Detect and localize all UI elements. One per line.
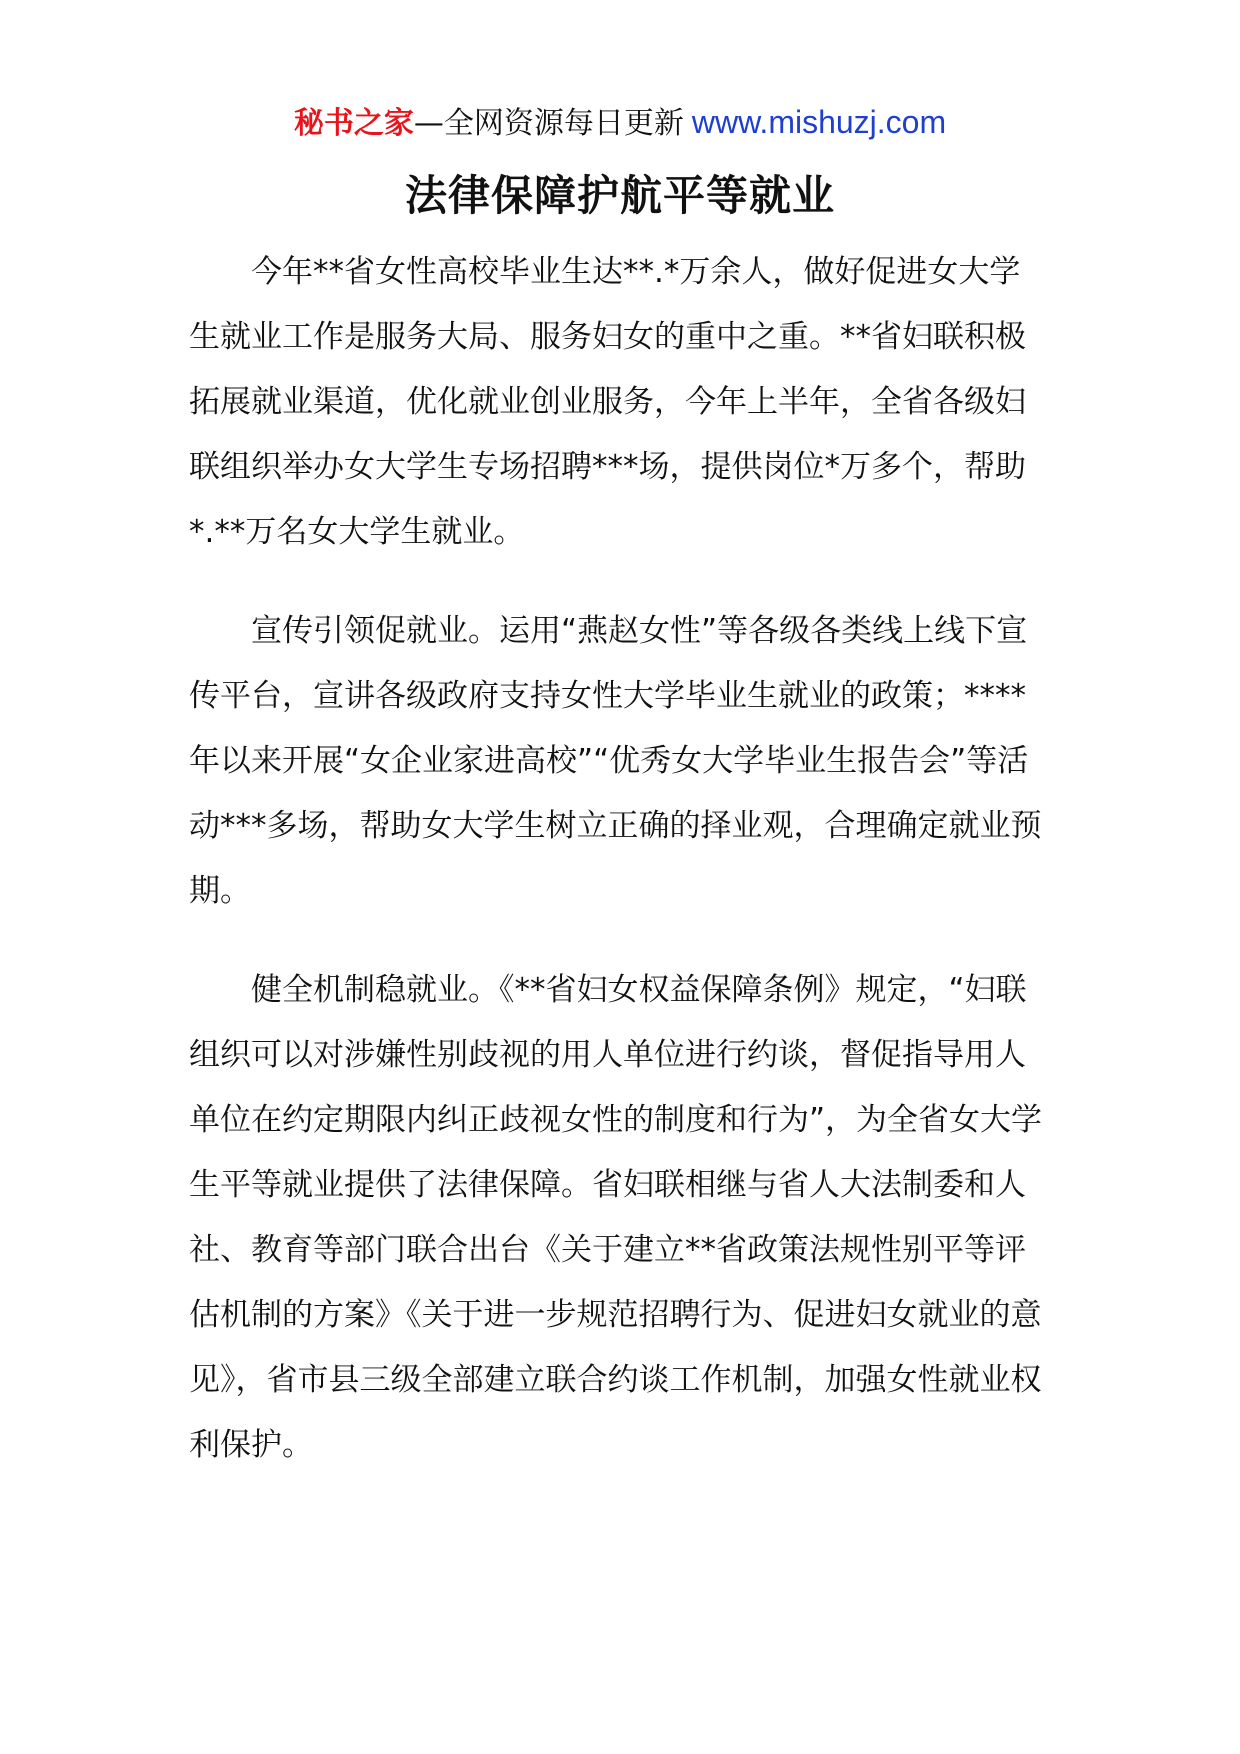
banner-dash: — <box>413 106 444 141</box>
banner-slogan: 全网资源每日更新 <box>443 106 684 141</box>
paragraph-intro: 今年**省女性高校毕业生达**.*万余人，做好促进女大学生就业工作是服务大局、服务妇女的重中之重。**省妇联积极拓展就业渠道，优化就业创业服务，今年上半年，全省各级妇联组织举办女大学生专场招聘***场，提供岗位*万多个，帮助*.**万名女大学生就业。 <box>189 254 1026 550</box>
paragraph-publicity: 宣传引领促就业。运用“燕赵女性”等各级各类线上线下宣传平台，宣讲各级政府支持女性大学毕业生就业的政策；****年以来开展“女企业家进高校”“优秀女大学毕业生报告会”等活动***多场，帮助女大学生树立正确的择业观，合理确定就业预期。 <box>189 613 1042 909</box>
brand-name: 秘书之家 <box>293 106 414 141</box>
paragraph-mechanism: 健全机制稳就业。《**省妇女权益保障条例》规定，“妇联组织可以对涉嫌性别歧视的用人单位进行约谈，督促指导用人单位在约定期限内纠正歧视女性的制度和行为”，为全省女大学生平等就业提供了法律保障。省妇联相继与省人大法制委和人社、教育等部门联合出台《关于建立**省政策法规性别平等评估机制的方案》《关于进一步规范招聘行为、促进妇女就业的意见》，省市县三级全部建立联合约谈工作机制，加强女性就业权利保护。 <box>189 972 1043 1463</box>
site-banner <box>0 100 1240 146</box>
site-url-link[interactable]: www.mishuzj.com <box>691 104 947 140</box>
document-title: 法律保障护航平等就业 <box>404 171 835 220</box>
document-body <box>189 240 1045 1512</box>
